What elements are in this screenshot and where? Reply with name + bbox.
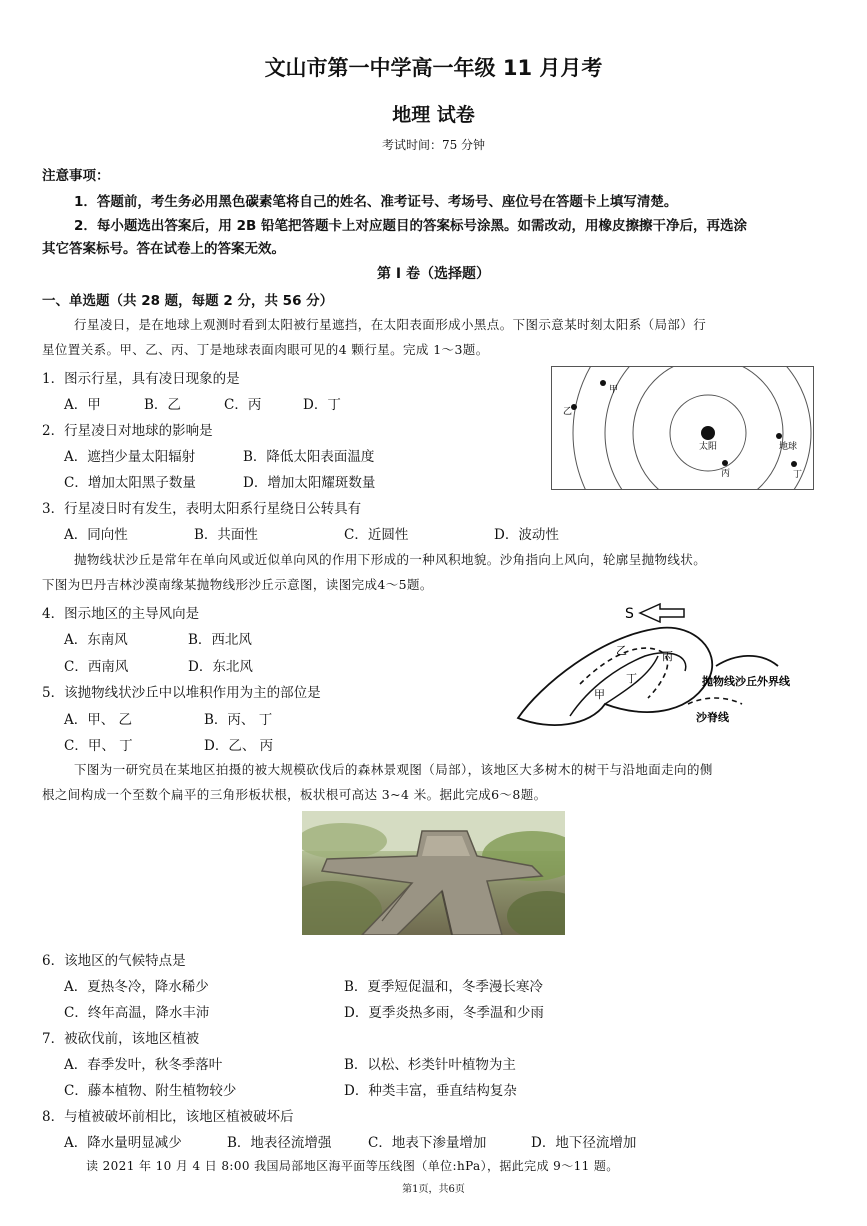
q2-option-c: C．增加太阳黑子数量 [64,475,196,491]
label-bing: 丙 [721,469,731,479]
label-sun: 太阳 [699,442,718,452]
q4-option-c: C．西南风 [64,659,129,675]
exam-subtitle: 地理 试卷 [392,104,475,126]
q8-option-c: C．地表下渗量增加 [368,1135,487,1151]
q6-option-c: C．终年高温，降水丰沛 [64,1005,210,1021]
dune-label-yi: 乙 [616,644,627,657]
buttress-root-photo [302,811,565,935]
q2-option-b: B．降低太阳表面温度 [243,449,375,465]
q3-option-a: A．同向性 [64,527,128,543]
question-1-stem: 1．图示行星，具有凌日现象的是 [42,371,240,387]
solar-system-figure [551,366,814,490]
q7-option-b: B．以松、杉类针叶植物为主 [344,1057,516,1073]
figure-border [552,367,814,490]
label-earth: 地球 [779,442,798,452]
label-ding: 丁 [793,470,803,480]
q8-option-a: A．降水量明显减少 [64,1135,182,1151]
q6-option-a: A．夏热冬冷，降水稀少 [64,979,209,995]
passage-2-line-2: 下图为巴丹吉林沙漠南缘某抛物线形沙丘示意图，读图完成4～5题。 [42,577,433,592]
q1-option-c: C．丙 [224,397,262,413]
dune-figure [510,596,830,746]
q6-option-d: D．夏季炎热多雨，冬季温和少雨 [344,1005,544,1021]
page-footer: 第1页，共6页 [402,1184,465,1195]
q1-option-d: D．丁 [303,397,341,413]
dune-outer-boundary [518,628,712,725]
question-7-stem: 7．被砍伐前，该地区植被 [42,1031,200,1047]
part-title: 一、单选题（共 28 题，每题 2 分，共 56 分） [42,293,334,309]
q3-option-d: D．波动性 [494,527,559,543]
q8-option-d: D．地下径流增加 [531,1135,637,1151]
wind-arrow-icon [640,604,684,622]
notice-item-2a: 2．每小题选出答案后，用 2B 铅笔把答题卡上对应题目的答案标号涂黑。如需改动，用橡皮擦擦干净后，再选涂 [74,218,747,234]
passage-2-line-1: 抛物线状沙丘是常年在单向风或近似单向风的作用下形成的一种风积地貌。沙角指向上风向，轮廓呈抛物线状。 [74,552,707,567]
dune-label-jia: 甲 [594,688,605,701]
question-3-stem: 3．行星凌日时有发生，表明太阳系行星绕日公转具有 [42,501,362,517]
exam-title: 文山市第一中学高一年级 11 月月考 [264,56,603,80]
q7-option-d: D．种类丰富，垂直结构复杂 [344,1083,517,1099]
q6-option-b: B．夏季短促温和，冬季漫长寒冷 [344,979,543,995]
q4-option-b: B．西北风 [188,632,252,648]
dune-label-bing: 丙 [662,650,673,663]
q7-option-a: A．春季发叶，秋冬季落叶 [64,1057,223,1073]
q2-option-d: D．增加太阳耀斑数量 [243,475,376,491]
sun-dot [701,426,715,440]
section-title: 第 I 卷（选择题） [377,266,490,282]
notice-item-2b: 其它答案标号。答在试卷上的答案无效。 [42,241,285,257]
tree-stump-illustration [302,811,565,935]
planet-earth [776,433,782,439]
planet-ding [791,461,797,467]
q1-option-a: A．甲 [64,397,101,413]
q7-option-c: C．藤本植物、附生植物较少 [64,1083,237,1099]
q3-option-b: B．共面性 [194,527,258,543]
legend-outer-label: 抛物线沙丘外界线 [702,675,790,688]
planet-bing [722,460,728,466]
question-5-stem: 5．该抛物线状沙丘中以堆积作用为主的部位是 [42,685,321,701]
q1-option-b: B．乙 [144,397,181,413]
passage-3-line-2: 根之间构成一个至数个扁平的三角形板状根，板状根可高达 3~4 米。据此完成6～8题。 [42,787,547,802]
q5-option-b: B．丙、 丁 [204,712,273,728]
q5-option-c: C．甲、 丁 [64,738,133,754]
exam-time: 考试时间：75 分钟 [381,138,486,152]
legend-ridge-label: 沙脊线 [696,711,729,724]
notice-heading: 注意事项： [42,168,110,184]
label-jia: 甲 [609,385,619,395]
planet-jia [600,380,606,386]
q4-option-a: A．东南风 [64,632,128,648]
q3-option-c: C．近圆性 [344,527,409,543]
q2-option-a: A．遮挡少量太阳辐射 [64,449,196,465]
question-6-stem: 6．该地区的气候特点是 [42,953,186,969]
question-4-stem: 4．图示地区的主导风向是 [42,606,200,622]
q5-option-d: D．乙、 丙 [204,738,274,754]
legend-outer-line [716,656,778,666]
label-yi: 乙 [563,407,573,417]
dune-label-ding: 丁 [626,672,637,685]
passage-3-line-1: 下图为一研究员在某地区拍摄的被大规模砍伐后的森林景观图（局部），该地区大多树木的树干与沿地面走向的侧 [74,762,713,777]
q4-option-d: D．东北风 [188,659,253,675]
passage-1-line-2: 星位置关系。甲、乙、丙、丁是地球表面肉眼可见的4 颗行星。完成 1～3题。 [42,342,489,357]
legend-ridge-line [688,698,742,704]
question-8-stem: 8．与植被破坏前相比，该地区植被破坏后 [42,1109,294,1125]
passage-4: 读 2021 年 10 月 4 日 8:00 我国局部地区海平面等压线图（单位:hPa），据此完成 9～11 题。 [86,1159,619,1173]
q8-option-b: B．地表径流增强 [227,1135,332,1151]
notice-item-1: 1．答题前，考生务必用黑色碳素笔将自己的姓名、准考证号、考场号、座位号在答题卡上填写清楚。 [74,194,678,210]
q5-option-a: A．甲、 乙 [64,712,133,728]
wind-label-s: S [625,606,634,622]
question-2-stem: 2．行星凌日对地球的影响是 [42,423,213,439]
passage-1-line-1: 行星凌日，是在地球上观测时看到太阳被行星遮挡，在太阳表面形成小黑点。下图示意某时刻太阳系（局部）行 [74,317,707,332]
